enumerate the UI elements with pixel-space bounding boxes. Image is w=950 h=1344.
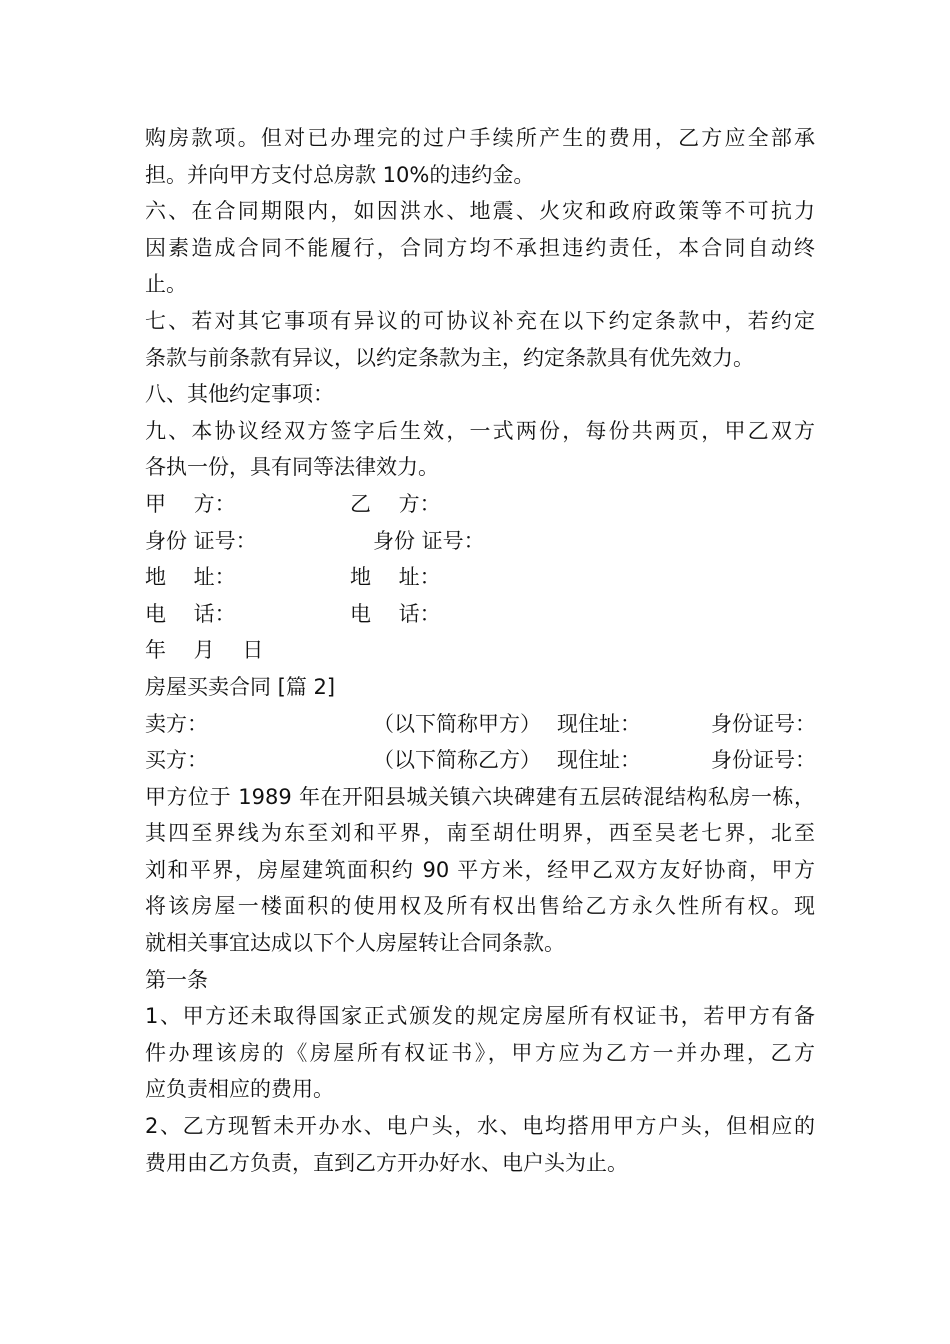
- text-line: 因素造成合同不能履行，合同方均不承担违约责任，本合同自动终: [145, 235, 815, 260]
- text-line: 其四至界线为东至刘和平界，南至胡仕明界，西至吴老七界，北至: [145, 821, 815, 846]
- id-b-label: 身份 证号：: [373, 528, 485, 553]
- text-line: 就相关事宜达成以下个人房屋转让合同条款。: [145, 931, 565, 956]
- article-heading: 第一条: [145, 967, 208, 992]
- address-b-label: 地 址：: [350, 565, 441, 590]
- buyer-address-label: 现住址：: [557, 748, 641, 773]
- text-line: 件办理该房的《房屋所有权证书》，甲方应为乙方一并办理，乙方: [145, 1040, 815, 1065]
- text-line: 七、若对其它事项有异议的可协议补充在以下约定条款中，若约定: [145, 308, 815, 333]
- id-a-label: 身份 证号：: [145, 528, 257, 553]
- text-line: 甲方位于 1989 年在开阳县城关镇六块碑建有五层砖混结构私房一栋，: [145, 784, 815, 809]
- text-line: 六、在合同期限内，如因洪水、地震、火灾和政府政策等不可抗力: [145, 199, 815, 224]
- text-line: 将该房屋一楼面积的使用权及所有权出售给乙方永久性所有权。现: [145, 894, 815, 919]
- seller-address-label: 现住址：: [557, 711, 641, 736]
- seller-id-label: 身份证号：: [711, 711, 816, 736]
- signature-row-phone: [145, 596, 815, 633]
- signature-date: 年 月 日: [145, 638, 264, 663]
- party-b-label: 乙 方：: [350, 491, 441, 516]
- address-a-label: 地 址：: [145, 565, 236, 590]
- buyer-id-label: 身份证号：: [711, 748, 816, 773]
- text-line: 刘和平界，房屋建筑面积约 90 平方米，经甲乙双方友好协商，甲方: [145, 857, 815, 882]
- text-line: 止。: [145, 272, 187, 297]
- text-line: 2、乙方现暂未开办水、电户头，水、电均搭用甲方户头，但相应的: [145, 1114, 815, 1139]
- text-line: 1、甲方还未取得国家正式颁发的规定房屋所有权证书，若甲方有备: [145, 1004, 815, 1029]
- document-body: [145, 120, 815, 1181]
- text-line: 九、本协议经双方签字后生效，一式两份，每份共两页，甲乙双方: [145, 418, 815, 443]
- signature-row-address: [145, 559, 815, 596]
- text-line: 各执一份，具有同等法律效力。: [145, 455, 439, 480]
- signature-row-id: [145, 523, 815, 560]
- buyer-row: [145, 742, 815, 779]
- seller-label: 卖方：: [145, 711, 208, 736]
- phone-b-label: 电 话：: [350, 601, 441, 626]
- seller-alias: （以下简称甲方）: [373, 711, 541, 736]
- text-line: 条款与前条款有异议，以约定条款为主，约定条款具有优先效力。: [145, 345, 754, 370]
- text-line: 八、其他约定事项：: [145, 382, 334, 407]
- text-line: 应负责相应的费用。: [145, 1077, 334, 1102]
- text-line: 费用由乙方负责，直到乙方开办好水、电户头为止。: [145, 1150, 628, 1175]
- text-line: 担。并向甲方支付总房款 10%的违约金。: [145, 162, 535, 187]
- text-line: 购房款项。但对已办理完的过户手续所产生的费用，乙方应全部承: [145, 126, 815, 150]
- signature-row-party: [145, 486, 815, 523]
- buyer-label: 买方：: [145, 748, 208, 773]
- party-a-label: 甲 方：: [145, 491, 236, 516]
- buyer-alias: （以下简称乙方）: [373, 748, 541, 773]
- phone-a-label: 电 话：: [145, 601, 236, 626]
- contract-title: 房屋买卖合同 [篇 2]: [145, 674, 336, 699]
- seller-row: [145, 706, 815, 743]
